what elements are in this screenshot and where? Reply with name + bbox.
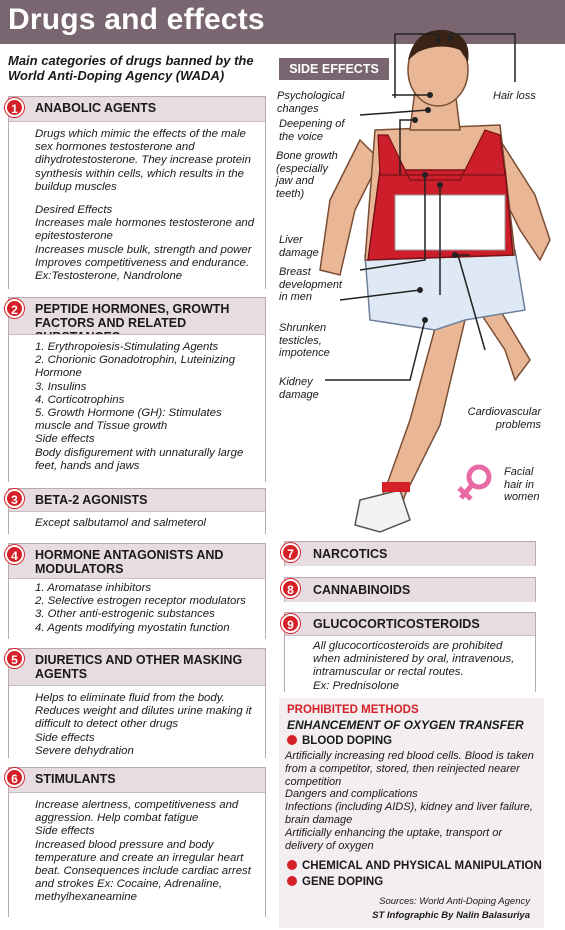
bullet-icon [287, 735, 297, 745]
label-liver: Liver damage [279, 234, 319, 259]
body-line: Improves competitiveness and endurance. [35, 256, 250, 269]
category-title: BETA-2 AGONISTS [9, 489, 265, 511]
label-cardiovascular: Cardiovascular problems [467, 406, 541, 431]
label-kidney: Kidney damage [279, 376, 319, 401]
sources-credit: Sources: World Anti-Doping Agency [379, 896, 530, 907]
label-bone: Bone growth (especially jaw and teeth) [276, 150, 338, 200]
category-body [9, 685, 265, 758]
body-line: Ex:Testosterone, Nandrolone [35, 270, 183, 283]
body-line: Ex: Prednisolone [313, 679, 400, 692]
label-hair-loss: Hair loss [493, 90, 536, 102]
category-card-4 [8, 543, 266, 639]
byline-credit: ST Infographic By Nalin Balasuriya [372, 910, 530, 921]
prohibited-subheading: ENHANCEMENT OF OXYGEN TRANSFER [287, 718, 524, 732]
chemical-manipulation-item [287, 860, 542, 872]
body-line: 1. Erythropoiesis-Stimulating Agents [35, 341, 219, 353]
body-line: Side effects [35, 433, 95, 446]
category-number: 1 [5, 98, 24, 117]
bullet-icon [287, 860, 297, 870]
side-effects-badge: SIDE EFFECTS [279, 58, 389, 80]
category-title: PEPTIDE HORMONES, GROWTH FACTORS AND RELATED [9, 298, 265, 334]
body-line: Artificially increasing red blood cells. Blood is taken from a competitor, stored, then reinjected nearer competition [285, 750, 534, 788]
category-card-9 [284, 612, 536, 692]
body-line: Increases muscle bulk, strength and power [35, 243, 252, 256]
body-line: Except salbutamol and salmeterol [35, 517, 206, 529]
category-number: 9 [281, 614, 300, 633]
body-line: Drugs which mimic the effects of the male sex hormones testosterone and dihydrotestosterone. They increase protein synthesis within cells, which results in the buildup muscles [35, 128, 251, 193]
body-line: 3. Other anti-estrogenic substances [35, 608, 215, 621]
body-line: Reduces weight and dilutes urine making it difficult to detect other drugs [35, 705, 252, 731]
page-title: Drugs and effects [8, 3, 265, 36]
body-line: Helps to eliminate fluid from the body. [35, 692, 225, 704]
category-body [285, 635, 535, 692]
category-number: 8 [281, 579, 300, 598]
category-title: CANNABINOIDS [285, 578, 535, 602]
body-line: Increases male hormones testosterone and epitestosterone [35, 217, 255, 243]
category-body [9, 121, 265, 289]
body-spacer [35, 194, 257, 204]
category-title: DIURETICS AND OTHER MASKING AGENTS [9, 649, 265, 685]
category-title: NARCOTICS [285, 542, 535, 566]
category-card-7 [284, 541, 536, 566]
body-line: 1. Aromatase inhibitors [35, 582, 152, 594]
body-line: Increased blood pressure and body temperature and create an irregular heart beat. Consequences include cardiac arrest and strokes Ex: Cocaine, Adrenaline, methylhexaneamine [35, 838, 251, 904]
body-line: Side effects [35, 731, 95, 744]
item-label: BLOOD DOPING [302, 735, 393, 747]
blood-doping-text [285, 750, 540, 852]
category-title: STIMULANTS [9, 768, 265, 792]
category-card-6 [8, 767, 266, 917]
category-number: 4 [5, 545, 24, 564]
body-line: 5. Growth Hormone (GH): Stimulates muscle and Tissue growth [35, 407, 222, 433]
body-line: 2. Selective estrogen receptor modulators [35, 595, 246, 608]
label-facial-hair: Facial hair in women [504, 466, 540, 503]
category-body [9, 511, 265, 534]
item-label: GENE DOPING [302, 876, 384, 888]
category-body [9, 792, 265, 917]
category-body [9, 334, 265, 482]
category-card-8 [284, 577, 536, 602]
body-line: 2. Chorionic Gonadotrophin, Luteinizing Hormone [35, 354, 236, 380]
category-body [9, 578, 265, 639]
label-psychological: Psychological changes [277, 90, 345, 115]
female-symbol-icon [455, 460, 500, 505]
category-card-1 [8, 96, 266, 289]
body-line: Dangers and complications [285, 788, 418, 801]
label-voice: Deepening of the voice [279, 118, 345, 143]
page-subtitle: Main categories of drugs banned by the World Anti-Doping Agency (WADA) [8, 53, 254, 83]
category-card-2 [8, 297, 266, 482]
body-line: Side effects [35, 825, 95, 838]
category-number: 5 [5, 649, 24, 668]
category-title: HORMONE ANTAGONISTS AND MODULATORS [9, 544, 265, 578]
bullet-icon [287, 876, 297, 886]
body-line: Body disfigurement with unnaturally large feet, hands and jaws [35, 446, 244, 472]
category-number: 2 [5, 299, 24, 318]
item-label: CHEMICAL AND PHYSICAL MANIPULATION [302, 860, 542, 872]
body-line: Desired Effects [35, 204, 113, 217]
blood-doping-item [287, 735, 392, 747]
body-line: Artificially enhancing the uptake, transport or delivery of oxygen [285, 826, 503, 852]
body-line: 3. Insulins [35, 380, 87, 393]
body-line: 4. Agents modifying myostatin function [35, 621, 230, 634]
category-title: ANABOLIC AGENTS [9, 97, 265, 121]
category-title: GLUCOCORTICOSTEROIDS [285, 613, 535, 635]
body-line: Infections (including AIDS), kidney and liver failure, brain damage [285, 801, 533, 826]
category-number: 3 [5, 489, 24, 508]
category-card-5 [8, 648, 266, 758]
body-line: All glucocorticosteroids are prohibited when administered by oral, intravenous, intramuscular or rectal routes. [313, 640, 515, 679]
category-card-3 [8, 488, 266, 534]
body-line: Severe dehydration [35, 744, 134, 757]
body-line: 4. Corticotrophins [35, 393, 125, 406]
body-line: Increase alertness, competitiveness and aggression. Help combat fatigue [35, 799, 239, 825]
category-number: 6 [5, 768, 24, 787]
label-breast: Breast development in men [279, 266, 342, 303]
gene-doping-item [287, 876, 383, 888]
prohibited-heading: PROHIBITED METHODS [287, 704, 419, 716]
label-testicles: Shrunken testicles, impotence [279, 322, 330, 359]
prohibited-methods-panel [279, 698, 544, 928]
category-number: 7 [281, 543, 300, 562]
